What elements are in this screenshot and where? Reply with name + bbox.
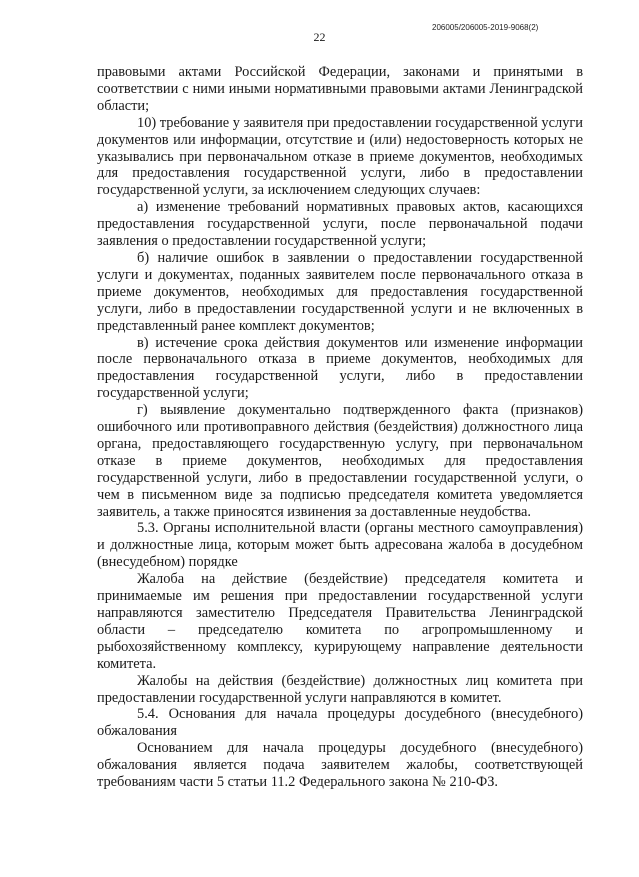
document-body: [97, 64, 583, 791]
section-heading-5-4: 5.4. Основания для начала процедуры досудебного (внесудебного) обжалования: [97, 706, 583, 740]
paragraph-continuation: правовыми актами Российской Федерации, законами и принятыми в соответствии с ними иными нормативными правовыми актами Ленинградской области;: [97, 64, 583, 114]
page-number: 22: [313, 30, 326, 44]
paragraph-item-10: 10) требование у заявителя при предоставлении государственной услуги документов или информации, отсутствие и (или) недостоверность которых не указывались при первоначальном отказе в приеме документов, необходимых для предоставления государственной услуги, либо в предоставлении государственной услуги, за исключением следующих случаев:: [97, 114, 583, 199]
paragraph-grounds: Основанием для начала процедуры досудебного (внесудебного) обжалования является подача заявителем жалобы, соответствующей требованиям части 5 статьи 11.2 Федерального закона № 210-ФЗ.: [97, 740, 583, 791]
section-heading-5-3: 5.3. Органы исполнительной власти (органы местного самоуправления) и должностные лица, которым может быть адресована жалоба в досудебном (внесудебном) порядке: [97, 520, 583, 571]
document-code: 206005/206005-2019-9068(2): [432, 23, 539, 32]
paragraph-subitem-a: а) изменение требований нормативных правовых актов, касающихся предоставления государственной услуги, после первоначальной подачи заявления о предоставлении государственной услуги;: [97, 199, 583, 250]
paragraph-subitem-b: б) наличие ошибок в заявлении о предоставлении государственной услуги и документах, поданных заявителем после первоначального отказа в приеме документов, необходимых для предоставления государственной услуги, либо в предоставлении государственной услуги и не включенных в представленный ранее комплект документов;: [97, 249, 583, 334]
paragraph-subitem-g: г) выявление документально подтвержденного факта (признаков) ошибочного или противоправного действия (бездействия) должностного лица органа, предоставляющего государственную услугу, при первоначальном отказе в приеме документов, необходимых для предоставления государственной услуги, либо в предоставлении государственной услуги, о чем в письменном виде за подписью председателя комитета уведомляется заявитель, а также приносятся извинения за доставленные неудобства.: [97, 402, 583, 520]
paragraph-complaint-officials: Жалобы на действия (бездействие) должностных лиц комитета при предоставлении государственной услуги направляются в комитет.: [97, 672, 583, 706]
paragraph-complaint-chairman: Жалоба на действие (бездействие) председателя комитета и принимаемые им решения при предоставлении государственной услуги направляются заместителю Председателя Правительства Ленинградской области – председателю комитета по агропромышленному и рыбохозяйственному комплексу, курирующему направление деятельности комитета.: [97, 571, 583, 672]
paragraph-subitem-v: в) истечение срока действия документов или изменение информации после первоначального отказа в приеме документов, необходимых для предоставления государственной услуги, либо в предоставлении государственной услуги;: [97, 334, 583, 402]
